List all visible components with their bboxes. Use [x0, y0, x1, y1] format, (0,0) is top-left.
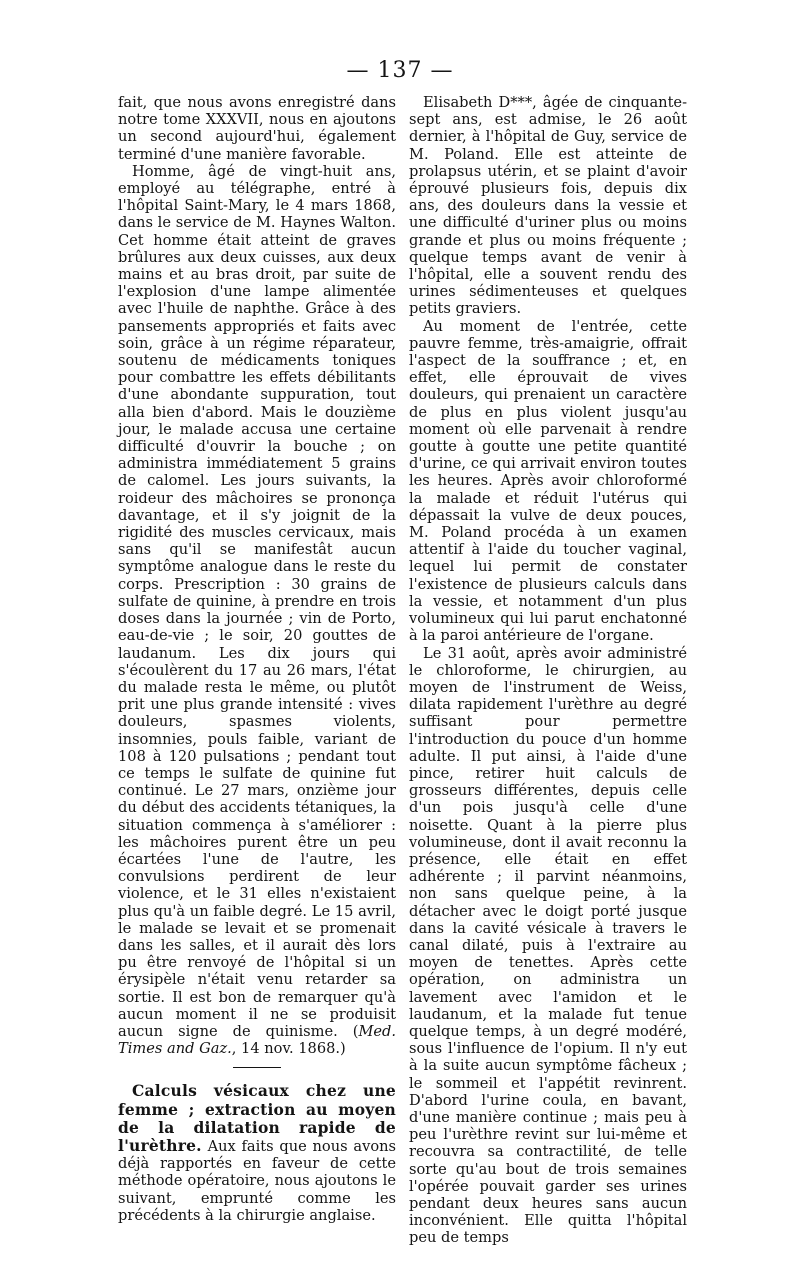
citation-date: , 14 nov. 1868.) — [231, 1040, 346, 1058]
paragraph-patient-history: Elisabeth D***, âgée de cinquante-sept ans, est admise, le 26 août dernier, à l'hôpital de Guy, service de M. Poland. Elle est atteinte de prolapsus utérin, et se plaint d'avoir éprouvé plusieurs fois, depuis dix ans, des douleurs dans la vessie et une difficulté d'uriner plus ou moins grande et plus ou moins fréquente ; quelque temps avant de venir à l'hôpital, elle a souvent rendu des urines sédimenteuses et quelques petits graviers. — [409, 94, 687, 318]
paragraph-new-section — [118, 1082, 396, 1224]
section-title: Calculs vésicaux chez une femme ; extraction au moyen de la dilatation rapide de l'urèthre. — [118, 1081, 396, 1155]
left-column — [118, 94, 396, 1224]
section-separator — [233, 1067, 281, 1068]
case-tetanus-text: Homme, âgé de vingt-huit ans, employé au télégraphe, entré à l'hôpital Saint-Mary, le 4 mars 1868, dans le service de M. Haynes Walton. Cet homme était atteint de graves brûlures aux deux cuisses, aux deux mains et au bras droit, par suite de l'explosion d'une lampe alimentée avec l'huile de naphthe. Grâce à des pansements appropriés et faits avec soin, grâce à un régime réparateur, soutenu de médicaments toniques pour combattre les effets débilitants d'une abondante suppuration, tout alla bien d'abord. Mais le douzième jour, le malade accusa une certaine difficulté d'ouvrir la bouche ; on administra immédiatement 5 grains de calomel. Les jours suivants, la roideur des mâchoires se prononça davantage, et il s'y joignit de la rigidité des muscles cervicaux, mais sans qu'il se manifestât aucun symptôme analogue dans le reste du corps. Prescription : 30 grains de sulfate de quinine, à prendre en trois doses dans la journée ; vin de Porto, eau-de-vie ; le soir, 20 gouttes de laudanum. Les dix jours qui s'écoulèrent du 17 au 26 mars, l'état du malade resta le même, ou plutôt prit une plus grande intensité : vives douleurs, spasmes violents, insomnies, pouls faible, variant de 108 à 120 pulsations ; pendant tout ce temps le sulfate de quinine fut continué. Le 27 mars, onzième jour du début des accidents tétaniques, la situation commença à s'améliorer : les mâchoires purent être un peu écartées l'une de l'autre, les convulsions perdirent de leur violence, et le 31 elles n'existaient plus qu'à un faible degré. Le 15 avril, le malade se levait et se promenait dans les salles, et il aurait dès lors pu être renvoyé de l'hôpital si un érysipèle n'était venu retarder sa sortie. Il est bon de remarquer qu'à aucun moment il ne se produisit aucun signe de quinisme. ( — [118, 162, 396, 1040]
paragraph-case-tetanus — [118, 163, 396, 1058]
paragraph-continuation: fait, que nous avons enregistré dans notre tome XXXVII, nous en ajoutons un second aujourd'hui, également terminé d'une manière favorable. — [118, 94, 396, 163]
citation-source: Med. Times and Gaz. — [118, 1022, 396, 1058]
section-intro-text: Aux faits que nous avons déjà rapportés en faveur de cette méthode opératoire, nous ajoutons le suivant, emprunté comme les précédents à la chirurgie anglaise. — [118, 1137, 396, 1224]
paragraph-operation: Le 31 août, après avoir administré le chloroforme, le chirurgien, au moyen de l'instrument de Weiss, dilata rapidement l'urèthre au degré suffisant pour permettre l'introduction du pouce d'un homme adulte. Il put ainsi, à l'aide d'une pince, retirer huit calculs de grosseurs différentes, depuis celle d'un pois jusqu'à celle d'une noisette. Quant à la pierre plus volumineuse, dont il avait reconnu la présence, elle était en effet adhérente ; il parvint néanmoins, non sans quelque peine, à la détacher avec le doigt porté jusque dans la cavité vésicale à travers le canal dilaté, puis à l'extraire au moyen de tenettes. Après cette opération, on administra un lavement avec l'amidon et le laudanum, et la malade fut tenue quelque temps, à un degré modéré, sous l'influence de l'opium. Il n'y eut à la suite aucun symptôme fâcheux ; le sommeil et l'appétit revinrent. D'abord l'urine coula, en bavant, d'une manière continue ; mais peu à peu l'urèthre revint sur lui-même et recouvra sa contractilité, de telle sorte qu'au bout de trois semaines l'opérée pouvait garder ses urines pendant deux heures sans aucun inconvénient. Elle quitta l'hôpital peu de temps — [409, 644, 687, 1247]
paragraph-admission: Au moment de l'entrée, cette pauvre femme, très-amaigrie, offrait l'aspect de la souffrance ; et, en effet, elle éprouvait de vives douleurs, qui prenaient un caractère de plus en plus violent jusqu'au moment où elle parvenait à rendre goutte à goutte une petite quantité d'urine, ce qui arrivait environ toutes les heures. Après avoir chloroformé la malade et réduit l'utérus qui dépassait la vulve de deux pouces, M. Poland procéda à un examen attentif à l'aide du toucher vaginal, lequel lui permit de constater l'existence de plusieurs calculs dans la vessie, et notamment d'un plus volumineux qui lui parut enchatonné à la paroi antérieure de l'organe. — [409, 317, 687, 645]
right-column — [409, 94, 687, 1247]
page-number: — 137 — — [346, 58, 454, 83]
